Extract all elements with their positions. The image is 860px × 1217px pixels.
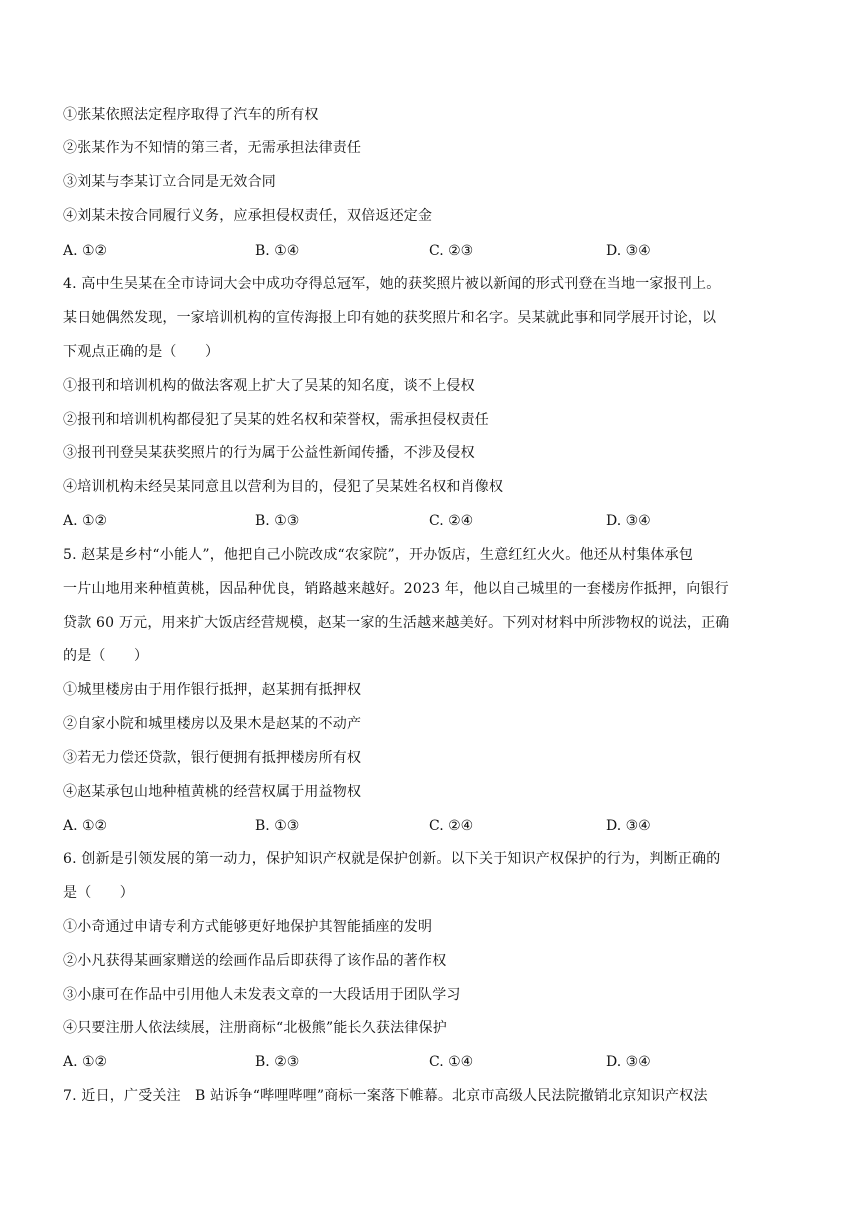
q4-statement-3: ③报刊刊登吴某获奖照片的行为属于公益性新闻传播，不涉及侵权 (63, 445, 475, 461)
q3-statement-3: ③刘某与李某订立合同是无效合同 (63, 174, 276, 190)
q4-statement-1: ①报刊和培训机构的做法客观上扩大了吴某的知名度，谈不上侵权 (63, 378, 475, 394)
q5-option-b: B. ①③ (255, 818, 300, 834)
q3-statement-4: ④刘某未按合同履行义务，应承担侵权责任，双倍返还定金 (63, 208, 433, 224)
q6-statement-1: ①小奇通过申请专利方式能够更好地保护其智能插座的发明 (63, 919, 433, 935)
q6-option-d: D. ③④ (606, 1054, 651, 1070)
q5-statement-4: ④赵某承包山地种植黄桃的经营权属于用益物权 (63, 784, 362, 800)
q3-option-d: D. ③④ (606, 243, 651, 259)
q5-stem-line-1: 5. 赵某是乡村“小能人”，他把自己小院改成“农家院”，开办饭店，生意红红火火。他还从村集体承包 (63, 547, 694, 563)
q5-option-d: D. ③④ (606, 818, 651, 834)
q3-option-b: B. ①④ (255, 243, 300, 259)
q5-option-a: A. ①② (63, 818, 108, 834)
q5-statement-3: ③若无力偿还贷款，银行便拥有抵押楼房所有权 (63, 750, 362, 766)
q6-stem-line-1: 6. 创新是引领发展的第一动力，保护知识产权就是保护创新。以下关于知识产权保护的行为，判断正确的 (63, 851, 721, 867)
q4-options (63, 511, 798, 531)
q3-option-c: C. ②③ (429, 243, 474, 259)
q6-statement-4: ④只要注册人依法续展，注册商标“北极熊”能长久获法律保护 (63, 1020, 447, 1036)
q4-option-c: C. ②④ (429, 513, 474, 529)
q5-statement-2: ②自家小院和城里楼房以及果木是赵某的不动产 (63, 716, 362, 732)
q3-statement-2: ②张某作为不知情的第三者，无需承担法律责任 (63, 140, 362, 156)
q6-statement-2: ②小凡获得某画家赠送的绘画作品后即获得了该作品的著作权 (63, 953, 447, 969)
q5-stem-line-4: 的是（ ） (63, 648, 149, 664)
q3-options (63, 241, 798, 261)
q7-stem-line-1: 7. 近日，广受关注 B 站诉争“哔哩哔哩”商标一案落下帷幕。北京市高级人民法院撤销北京知识产权法 (63, 1088, 708, 1104)
q6-options (63, 1052, 798, 1072)
q6-option-c: C. ①④ (429, 1054, 474, 1070)
q4-option-a: A. ①② (63, 513, 108, 529)
q5-stem-line-2: 一片山地用来种植黄桃，因品种优良，销路越来越好。2023 年，他以自己城里的一套楼房作抵押，向银行 (63, 581, 729, 597)
q3-option-a: A. ①② (63, 243, 108, 259)
q4-statement-2: ②报刊和培训机构都侵犯了吴某的姓名权和荣誉权，需承担侵权责任 (63, 412, 489, 428)
q4-statement-4: ④培训机构未经吴某同意且以营利为目的，侵犯了吴某姓名权和肖像权 (63, 479, 504, 495)
q5-option-c: C. ②④ (429, 818, 474, 834)
q6-stem-line-2: 是（ ） (63, 885, 134, 901)
q4-stem-line-3: 下观点正确的是（ ） (63, 344, 220, 360)
q5-options (63, 816, 798, 836)
q5-stem-line-3: 贷款 60 万元，用来扩大饭店经营规模，赵某一家的生活越来越美好。下列对材料中所涉物权的说法，正确 (63, 615, 730, 631)
q6-option-b: B. ②③ (255, 1054, 300, 1070)
q6-option-a: A. ①② (63, 1054, 108, 1070)
q4-option-d: D. ③④ (606, 513, 651, 529)
q4-option-b: B. ①③ (255, 513, 300, 529)
q6-statement-3: ③小康可在作品中引用他人未发表文章的一大段话用于团队学习 (63, 987, 461, 1003)
q4-stem-line-2: 某日她偶然发现，一家培训机构的宣传海报上印有她的获奖照片和名字。吴某就此事和同学展开讨论，以 (63, 310, 717, 326)
q3-statement-1: ①张某依照法定程序取得了汽车的所有权 (63, 107, 319, 123)
q5-statement-1: ①城里楼房由于用作银行抵押，赵某拥有抵押权 (63, 682, 362, 698)
q4-stem-line-1: 4. 高中生吴某在全市诗词大会中成功夺得总冠军，她的获奖照片被以新闻的形式刊登在当地一家报刊上。 (63, 276, 721, 292)
